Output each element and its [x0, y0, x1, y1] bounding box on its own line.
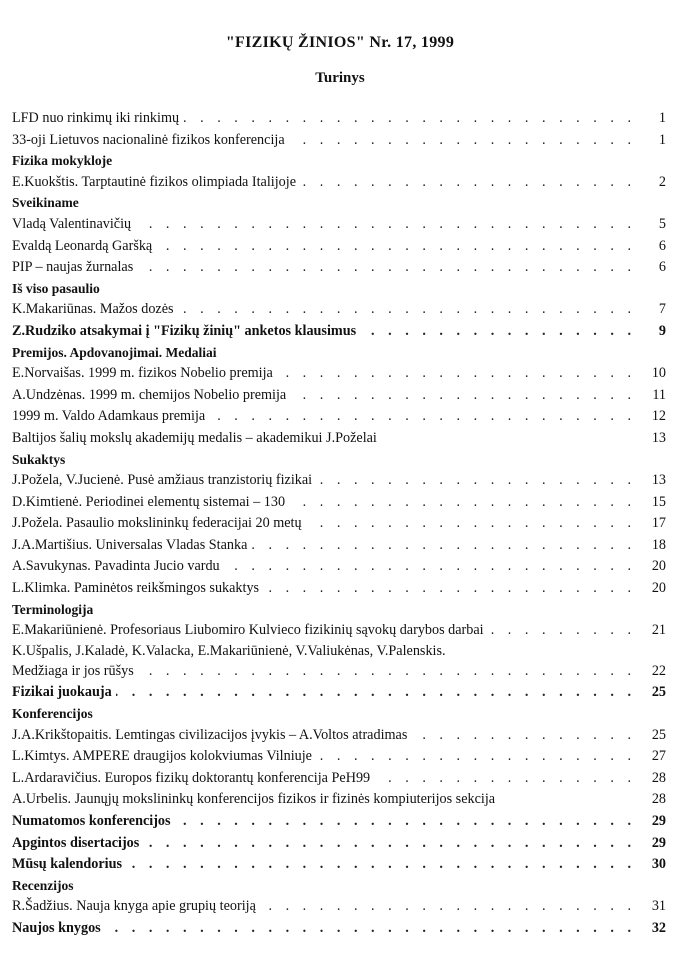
toc-page-number: 30: [636, 854, 666, 876]
toc-entry-title: Iš viso pasaulio: [12, 281, 104, 296]
toc-entry: [12, 578, 666, 600]
toc-page-number: 13: [636, 470, 666, 492]
toc-page-number: 1: [636, 108, 666, 130]
toc-entry: [12, 556, 666, 578]
toc-entry-title: Sukaktys: [12, 452, 69, 467]
toc-entry-title: J.A.Krikštopaitis. Lemtingas civilizacijos įvykis – A.Voltos atradimas: [12, 727, 411, 743]
toc-page-number: 20: [636, 578, 666, 600]
toc-section-heading: [12, 343, 666, 364]
toc-entry-title: R.Šadžius. Nauja knyga apie grupių teoriją: [12, 898, 260, 914]
toc-entry: [12, 257, 666, 279]
toc-page-number: 15: [636, 492, 666, 514]
toc-entry-title: L.Ardaravičius. Europos fizikų doktorantų konferencija PeH99: [12, 770, 374, 786]
toc-entry: [12, 108, 666, 130]
toc-entry-title: Konferencijos: [12, 706, 97, 721]
toc-entry-title: Terminologija: [12, 602, 97, 617]
toc-section-heading: [12, 642, 666, 661]
toc-page-number: 17: [636, 513, 666, 535]
toc-page-number: 18: [636, 535, 666, 557]
toc-entry-title: J.A.Martišius. Universalas Vladas Stanka: [12, 537, 251, 553]
toc-entry-title: E.Kuokštis. Tarptautinė fizikos olimpiada Italijoje: [12, 174, 300, 190]
toc-page-number: 9: [636, 321, 666, 343]
toc-entry-title: L.Klimka. Paminėtos reikšmingos sukaktys: [12, 580, 263, 596]
toc-entry: [12, 470, 666, 492]
toc-entry-title: Medžiaga ir jos rūšys: [12, 663, 138, 679]
toc-page-number: 27: [636, 746, 666, 768]
toc-page-number: 5: [636, 214, 666, 236]
toc-entry-title: Baltijos šalių mokslų akademijų medalis – akademikui J.Poželai: [12, 430, 381, 446]
page-title: "FIZIKŲ ŽINIOS" Nr. 17, 1999: [225, 34, 455, 51]
toc-entry-title: Evaldą Leonardą Garšką: [12, 238, 156, 254]
toc-entry: [12, 746, 666, 768]
toc-entry-title: Apgintos disertacijos: [12, 835, 143, 851]
toc-page-number: 11: [636, 385, 666, 407]
toc-entry-title: LFD nuo rinkimų iki rinkimų: [12, 110, 183, 126]
toc-section-heading: [12, 450, 666, 471]
toc-entry-title: A.Undzėnas. 1999 m. chemijos Nobelio premija: [12, 387, 290, 403]
toc-page-number: 2: [636, 172, 666, 194]
toc-page-number: 6: [636, 257, 666, 279]
toc-entry-title: K.Makariūnas. Mažos dozės: [12, 301, 178, 317]
toc-entry-title: Z.Rudziko atsakymai į "Fizikų žinių" anketos klausimus: [12, 323, 360, 339]
toc-entry-title: A.Urbelis. Jaunųjų mokslininkų konferencijos fizikos ir fizinės kompiuterijos sekcija: [12, 791, 499, 807]
toc-page-number: 25: [636, 725, 666, 747]
toc-entry-title: 1999 m. Valdo Adamkaus premija: [12, 408, 209, 424]
toc-page-number: 32: [636, 918, 666, 940]
toc-entry: [12, 406, 666, 428]
toc-entry: [12, 363, 666, 385]
toc-page-number: 25: [636, 682, 666, 704]
toc-entry-title: Fizika mokykloje: [12, 153, 116, 168]
toc-section-heading: [12, 704, 666, 725]
toc-entry-title: Vladą Valentinavičių: [12, 216, 135, 232]
toc-entry: [12, 620, 666, 642]
toc-entry-title: Naujos knygos: [12, 920, 105, 936]
toc-entry: [12, 236, 666, 258]
toc-entry: [12, 513, 666, 535]
toc-entry: [12, 492, 666, 514]
toc-entry: [12, 811, 666, 833]
toc-entry-title: Sveikiname: [12, 195, 83, 210]
toc-entry: [12, 321, 666, 343]
toc-entry: [12, 299, 666, 321]
toc-entry-title: Mūsų kalendorius: [12, 856, 126, 872]
toc-heading: Turinys: [315, 70, 365, 86]
toc-page-number: 29: [636, 811, 666, 833]
toc-entry-title: Recenzijos: [12, 878, 77, 893]
toc-page-number: 21: [636, 620, 666, 642]
toc-entry: [12, 768, 666, 790]
toc-entry-title: E.Makariūnienė. Profesoriaus Liubomiro Kulvieco fizikinių sąvokų darybos darbai: [12, 622, 488, 638]
toc-page-number: 10: [636, 363, 666, 385]
toc-section-heading: [12, 279, 666, 300]
toc-entry: [12, 725, 666, 747]
toc-entry-title: L.Kimtys. AMPERE draugijos kolokviumas Vilniuje: [12, 748, 316, 764]
toc-page-number: 22: [636, 661, 666, 683]
toc-entry: [12, 535, 666, 557]
toc-entry: [12, 918, 666, 940]
toc-section-heading: [12, 151, 666, 172]
toc-page-number: 29: [636, 833, 666, 855]
toc-entry-title: PIP – naujas žurnalas: [12, 259, 137, 275]
table-of-contents: [12, 108, 666, 940]
toc-entry-title: A.Savukynas. Pavadinta Jucio vardu: [12, 558, 224, 574]
toc-page-number: 13: [636, 428, 666, 450]
toc-entry-title: J.Požela, V.Jucienė. Pusė amžiaus tranzistorių fizikai: [12, 472, 316, 488]
toc-page-number: 28: [636, 789, 666, 811]
toc-entry: [12, 833, 666, 855]
toc-section-heading: [12, 876, 666, 897]
toc-entry: [12, 661, 666, 683]
toc-page-number: 31: [636, 896, 666, 918]
toc-entry-title: 33-oji Lietuvos nacionalinė fizikos konferencija: [12, 132, 289, 148]
toc-section-heading: [12, 600, 666, 621]
toc-entry: [12, 130, 666, 152]
toc-page-number: 28: [636, 768, 666, 790]
toc-entry: [12, 896, 666, 918]
toc-page-number: 6: [636, 236, 666, 258]
toc-page-number: 12: [636, 406, 666, 428]
toc-entry: [12, 428, 666, 450]
toc-entry: [12, 172, 666, 194]
toc-entry-title: J.Požela. Pasaulio mokslininkų federacijai 20 metų: [12, 515, 306, 531]
toc-entry-title: Fizikai juokauja: [12, 684, 116, 700]
toc-page-number: 1: [636, 130, 666, 152]
toc-entry-title: K.Ušpalis, J.Kaladė, K.Valacka, E.Makariūnienė, V.Valiukėnas, V.Palenskis.: [12, 643, 450, 659]
toc-entry-title: D.Kimtienė. Periodinei elementų sistemai – 130: [12, 494, 289, 510]
toc-entry-title: E.Norvaišas. 1999 m. fizikos Nobelio premija: [12, 365, 277, 381]
toc-entry: [12, 682, 666, 704]
toc-section-heading: [12, 193, 666, 214]
toc-entry-title: Premijos. Apdovanojimai. Medaliai: [12, 345, 221, 360]
toc-entry-title: Numatomos konferencijos: [12, 813, 175, 829]
toc-page-number: 7: [636, 299, 666, 321]
toc-page-number: 20: [636, 556, 666, 578]
toc-entry: [12, 385, 666, 407]
toc-entry: [12, 789, 666, 811]
dot-leader: [12, 918, 636, 940]
toc-entry: [12, 854, 666, 876]
toc-entry: [12, 214, 666, 236]
